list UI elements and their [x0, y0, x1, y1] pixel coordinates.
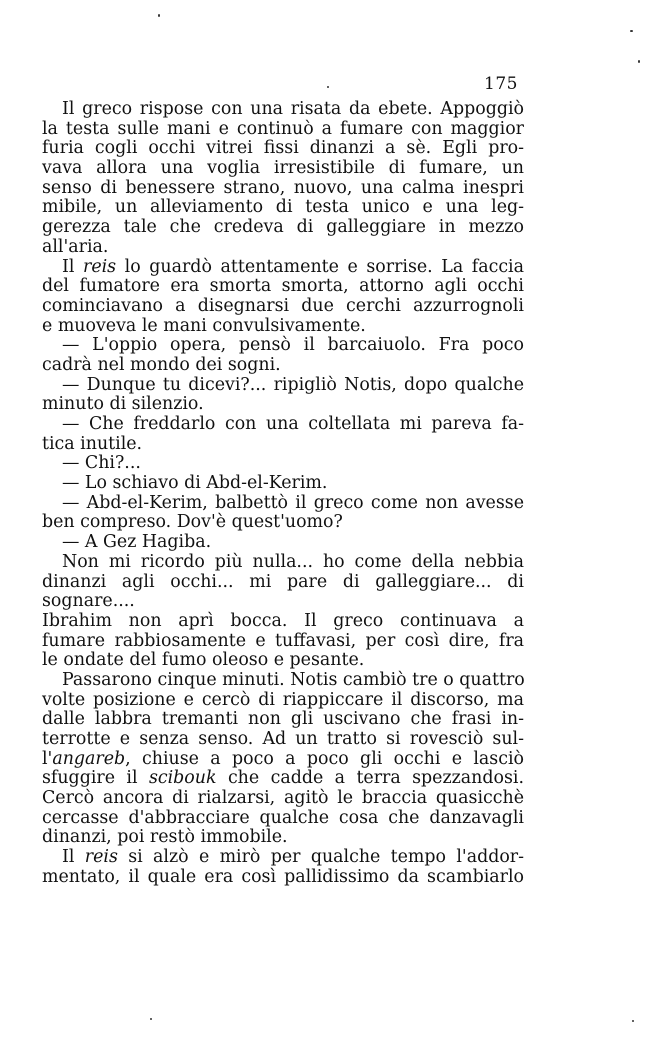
text-line: — A Gez Hagiba. [62, 532, 212, 553]
scan-speck [158, 14, 160, 17]
scan-speck [632, 1020, 634, 1022]
text-line: — L'oppio opera, pensò il barcaiuolo. Fra poco [62, 335, 524, 356]
text-line: Il reis lo guardò attentamente e sorrise. La faccia [62, 256, 524, 277]
scan-speck [150, 1018, 152, 1020]
text-line: cercasse d'abbracciare qualche cosa che danzavagli [42, 807, 524, 828]
text-line: fumare rabbiosamente e tuffavasi, per così dire, fra [42, 630, 524, 651]
text-line: la testa sulle mani e continuò a fumare con maggior [42, 118, 524, 139]
text-line: ben compreso. Dov'è quest'uomo? [42, 512, 343, 533]
text-line: — Che freddarlo con una coltellata mi pareva fa- [62, 414, 524, 434]
text-line: Il greco rispose con una risata da ebete. Appoggiò [62, 99, 524, 119]
text-line: furia cogli occhi vitrei fissi dinanzi a sè. Egli pro- [42, 138, 524, 159]
text-line: — Chi?... [62, 453, 141, 474]
scan-speck [630, 30, 633, 32]
text-line: dalle labbra tremanti non gli uscivano che frasi in- [42, 709, 524, 730]
text-line: Cercò ancora di rialzarsi, agitò le braccia quasicchè [42, 788, 524, 809]
text-line: le ondate del fumo oleoso e pesante. [42, 650, 365, 671]
text-line: sfuggire il scibouk che cadde a terra spezzandosi. [42, 768, 524, 789]
text-line: mentato, il quale era così pallidissimo da scambiarlo [42, 866, 524, 887]
text-line: mibile, un alleviamento di testa unico e una leg- [42, 197, 524, 218]
text-line: senso di benessere strano, nuovo, una calma inespri [42, 177, 524, 198]
text-line: cominciavano a disegnarsi due cerchi azzurrognoli [42, 295, 524, 316]
text-line: all'aria. [42, 236, 109, 257]
body-text [42, 100, 524, 888]
text-line: del fumatore era smorta smorta, attorno agli occhi [42, 276, 524, 297]
text-line: dinanzi, poi restò immobile. [42, 827, 288, 848]
text-line: Passarono cinque minuti. Notis cambiò tre o quattro [62, 669, 525, 690]
text-line: l'angareb, chiuse a poco a poco gli occhi e lasciò [42, 748, 524, 769]
text-line: — Lo schiavo di Abd-el-Kerim. [62, 473, 328, 494]
text-line: sognare.... [42, 591, 135, 612]
text-line: vava allora una voglia irresistibile di fumare, un [42, 158, 524, 179]
text-line: cadrà nel mondo dei sogni. [42, 354, 281, 375]
scan-speck [327, 86, 329, 88]
text-line: e muoveva le mani convulsivamente. [42, 315, 366, 336]
text-line: Il reis si alzò e mirò per qualche tempo l'addor- [62, 847, 525, 868]
text-line: Non mi ricordo più nulla... ho come della nebbia [62, 551, 524, 572]
text-line: Ibrahim non aprì bocca. Il greco continuava a [42, 610, 524, 631]
text-line: tica inutile. [42, 433, 143, 454]
text-line: gerezza tale che credeva di galleggiare in mezzo [42, 217, 524, 238]
text-line: volte posizione e cercò di riappiccare il discorso, ma [42, 689, 524, 710]
text-line: dinanzi agli occhi... mi pare di galleggiare... di [42, 571, 524, 592]
text-line: terrotte e senza senso. Ad un tratto si rovesciò sul- [42, 729, 524, 749]
scan-speck [638, 60, 640, 63]
text-line: — Abd-el-Kerim, balbettò il greco come non avesse [62, 492, 524, 513]
text-line: — Dunque tu dicevi?... ripigliò Notis, dopo qualche [62, 374, 524, 395]
page-number: 175 [484, 74, 518, 94]
text-line: minuto di silenzio. [42, 394, 204, 415]
